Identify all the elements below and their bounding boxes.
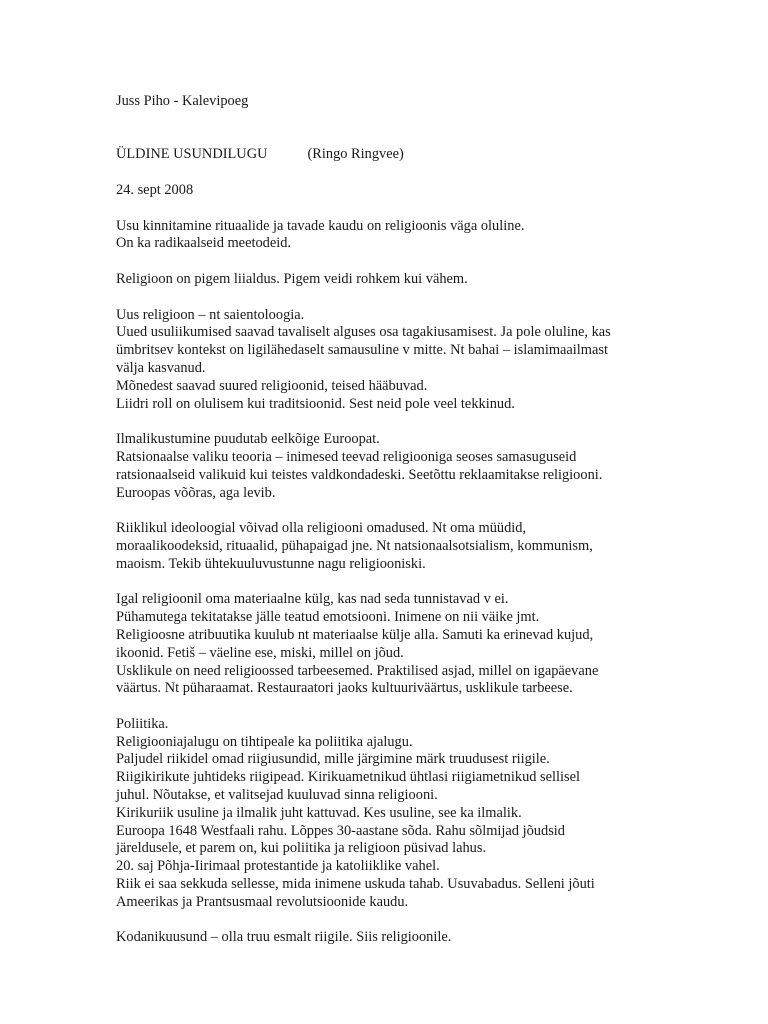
paragraph-line: Kirikuriik usuline ja ilmalik juht kattuvad. Kes usuline, see ka ilmalik. [116, 804, 522, 821]
paragraph-line: Religiooniajalugu on tihtipeale ka poliitika ajalugu. [116, 733, 413, 750]
paragraph-line: Liidri roll on olulisem kui traditsioonid. Sest neid pole veel tekkinud. [116, 395, 515, 412]
paragraph [116, 307, 656, 414]
spacer [116, 289, 656, 307]
paragraph-line: väärtus. Nt püharaamat. Restauraatori jaoks kultuuriväärtus, usklikule tarbeese. [116, 680, 573, 697]
document-body [116, 93, 656, 947]
paragraph-line: Usu kinnitamine rituaalide ja tavade kaudu on religioonis väga oluline. [116, 217, 525, 234]
spacer [116, 111, 656, 147]
paragraph-line: Euroopas võõras, aga levib. [116, 484, 276, 501]
course-heading [116, 146, 656, 164]
spacer [116, 574, 656, 592]
paragraph [116, 431, 656, 502]
course-name: ÜLDINE USUNDILUGU [116, 146, 268, 163]
spacer [116, 698, 656, 716]
paragraph [116, 591, 656, 698]
paragraph-line: Euroopa 1648 Westfaali rahu. Lõppes 30-aastane sõda. Rahu sõlmijad jõudsid [116, 822, 565, 839]
paragraph [116, 218, 656, 254]
paragraph-line: On ka radikaalseid meetodeid. [116, 235, 292, 252]
lecturer-name: (Ringo Ringvee) [307, 146, 404, 163]
paragraph-line: ümbritsev kontekst on ligilähedaselt samausuline v mitte. Nt bahai – islamimaailmast [116, 342, 608, 359]
paragraph-line: juhul. Nõutakse, et valitsejad kuuluvad sinna religiooni. [116, 787, 438, 804]
paragraph-line: Riiklikul ideoloogial võivad olla religiooni omadused. Nt oma müüdid, [116, 520, 527, 537]
paragraph-line: järeldusele, et parem on, kui poliitika ja religioon püsivad lahus. [116, 840, 487, 857]
paragraph-line: Mõnedest saavad suured religioonid, teised hääbuvad. [116, 377, 428, 394]
author-title: Juss Piho - Kalevipoeg [116, 93, 249, 109]
spacer [116, 912, 656, 930]
paragraph [116, 271, 656, 289]
paragraph [116, 929, 656, 947]
notes-paragraphs [116, 218, 656, 948]
paragraph-line: Usklikule on need religioossed tarbeesemed. Praktilised asjad, millel on igapäevane [116, 662, 599, 679]
paragraph-line: Poliitika. [116, 715, 169, 732]
paragraph-line: Riik ei saa sekkuda sellesse, mida inimene uskuda tahab. Usuvabadus. Selleni jõuti [116, 876, 595, 893]
spacer [116, 502, 656, 520]
paragraph-line: Paljudel riikidel omad riigiusundid, mille järgimine märk truudusest riigile. [116, 751, 550, 768]
paragraph-line: Ilmalikustumine puudutab eelkõige Euroopat. [116, 431, 380, 448]
paragraph-line: Religioosne atribuutika kuulub nt materiaalse külje alla. Samuti ka erinevad kujud, [116, 626, 594, 643]
spacer [116, 164, 656, 182]
paragraph [116, 716, 656, 912]
paragraph-line: moraalikoodeksid, rituaalid, pühapaigad jne. Nt natsionaalsotsialism, kommunism, [116, 537, 593, 554]
paragraph-line: ikoonid. Fetiš – väeline ese, miski, millel on jõud. [116, 644, 404, 661]
paragraph-line: Uus religioon – nt saientoloogia. [116, 306, 305, 323]
paragraph-line: Ameerikas ja Prantsusmaal revolutsioonide kaudu. [116, 893, 409, 910]
paragraph-line: maoism. Tekib ühtekuuluvustunne nagu religiooniski. [116, 555, 426, 572]
paragraph-line: Ratsionaalse valiku teooria – inimesed teevad religiooniga seoses samasuguseid [116, 448, 577, 465]
paragraph [116, 520, 656, 573]
paragraph-line: Igal religioonil oma materiaalne külg, kas nad seda tunnistavad v ei. [116, 591, 509, 608]
spacer [116, 413, 656, 431]
paragraph-line: Kodanikuusund – olla truu esmalt riigile. Siis religioonile. [116, 929, 452, 946]
paragraph-line: Religioon on pigem liialdus. Pigem veidi rohkem kui vähem. [116, 270, 468, 287]
paragraph-line: ratsionaalseid valikuid kui teistes valdkondadeski. Seetõttu reklaamitakse religiooni. [116, 466, 603, 483]
paragraph-line: Uued usuliikumised saavad tavaliselt alguses osa tagakiusamisest. Ja pole oluline, kas [116, 324, 611, 341]
paragraph-line: 20. saj Põhja-Iirimaal protestantide ja katoliiklike vahel. [116, 858, 440, 875]
spacer [116, 200, 656, 218]
lecture-date: 24. sept 2008 [116, 181, 194, 198]
spacer [116, 253, 656, 271]
paragraph-line: Riigikirikute juhtideks riigipead. Kirikuametnikud ühtlasi riigiametnikud sellisel [116, 769, 581, 786]
paragraph-line: Pühamutega tekitatakse jälle teatud emotsiooni. Inimene on nii väike jmt. [116, 609, 540, 626]
paragraph-line: välja kasvanud. [116, 359, 206, 376]
